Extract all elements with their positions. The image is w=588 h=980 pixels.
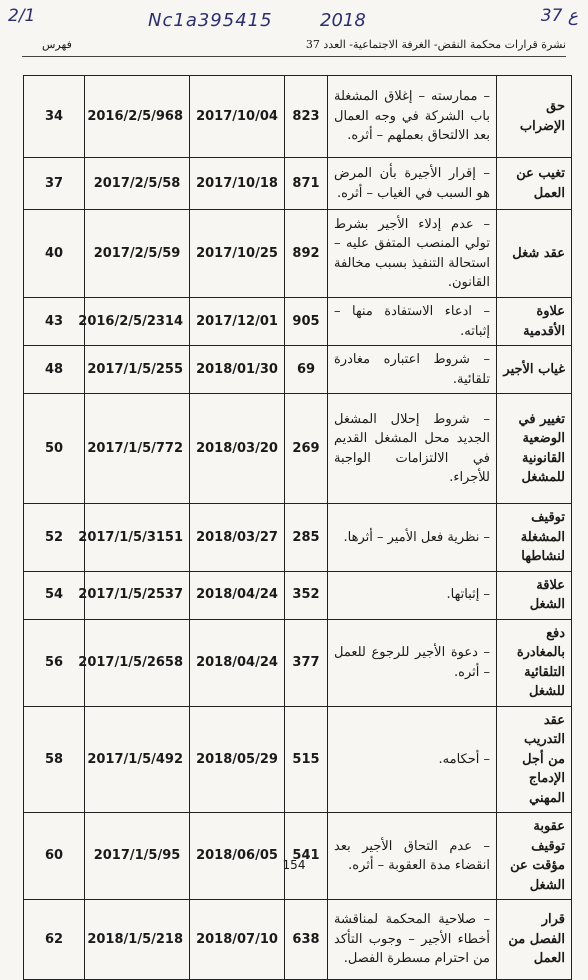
- row-principle: – ادعاء الاستفادة منها – إثباته.: [328, 298, 497, 346]
- row-decision-date: 2017/10/04: [190, 76, 285, 158]
- table-row: [24, 813, 572, 900]
- row-file-number: 2017/1/5/772: [85, 394, 190, 504]
- table-row: [24, 76, 572, 158]
- row-decision-number: 269: [285, 394, 328, 504]
- row-page: 54: [24, 571, 85, 619]
- bulletin-title: نشرة قرارات محكمة النقض- الغرفة الاجتماعية- العدد 37: [305, 38, 566, 51]
- row-topic: تغيب عن العمل: [497, 158, 572, 210]
- row-topic: دفع بالمغادرة التلقائية للشغل: [497, 619, 572, 706]
- row-page: 62: [24, 900, 85, 980]
- row-decision-number: 285: [285, 504, 328, 572]
- row-principle: – دعوة الأجير للرجوع للعمل – أثره.: [328, 619, 497, 706]
- table-row: [24, 571, 572, 619]
- row-principle: – ممارسته – إغلاق المشغلة باب الشركة في وجه العمال بعد الالتحاق بعملهم – أثره.: [328, 76, 497, 158]
- running-header: [22, 34, 566, 57]
- page-number: 154: [282, 858, 306, 872]
- row-file-number: 2017/2/5/58: [85, 158, 190, 210]
- row-principle: – عدم التحاق الأجير بعد انقضاء مدة العقوبة – أثره.: [328, 813, 497, 900]
- row-decision-date: 2018/01/30: [190, 346, 285, 394]
- row-page: 40: [24, 210, 85, 298]
- row-principle: – أحكامه.: [328, 706, 497, 813]
- row-principle: – إثباتها.: [328, 571, 497, 619]
- row-topic: تغيير في الوضعية القانونية للمشغل: [497, 394, 572, 504]
- row-file-number: 2017/2/5/59: [85, 210, 190, 298]
- row-decision-date: 2017/10/25: [190, 210, 285, 298]
- handwritten-year: 2018: [320, 10, 366, 31]
- row-topic: عقد التدريب من أجل الإدماج المهني: [497, 706, 572, 813]
- row-file-number: 2017/1/5/3151: [85, 504, 190, 572]
- row-decision-number: 823: [285, 76, 328, 158]
- row-page: 56: [24, 619, 85, 706]
- row-decision-number: 69: [285, 346, 328, 394]
- index-table-body: [24, 76, 572, 980]
- row-page: 48: [24, 346, 85, 394]
- table-row: [24, 706, 572, 813]
- row-topic: توقيف المشغلة لنشاطها: [497, 504, 572, 572]
- row-decision-date: 2018/03/20: [190, 394, 285, 504]
- row-page: 58: [24, 706, 85, 813]
- row-decision-number: 377: [285, 619, 328, 706]
- table-row: [24, 346, 572, 394]
- row-file-number: 2017/1/5/2537: [85, 571, 190, 619]
- row-topic: عقد شغل: [497, 210, 572, 298]
- row-page: 50: [24, 394, 85, 504]
- row-decision-date: 2018/04/24: [190, 571, 285, 619]
- row-topic: عقوبة توقيف مؤقت عن الشغل: [497, 813, 572, 900]
- row-page: 60: [24, 813, 85, 900]
- row-decision-number: 638: [285, 900, 328, 980]
- row-file-number: 2017/1/5/2658: [85, 619, 190, 706]
- row-decision-number: 541: [285, 813, 328, 900]
- row-page: 43: [24, 298, 85, 346]
- row-file-number: 2017/1/5/255: [85, 346, 190, 394]
- row-topic: غياب الأجير: [497, 346, 572, 394]
- row-page: 34: [24, 76, 85, 158]
- section-label: فهرس: [42, 38, 72, 51]
- row-file-number: 2017/1/5/492: [85, 706, 190, 813]
- table-row: [24, 619, 572, 706]
- row-page: 37: [24, 158, 85, 210]
- row-file-number: 2017/1/5/95: [85, 813, 190, 900]
- row-topic: علاقة الشغل: [497, 571, 572, 619]
- row-decision-date: 2017/10/18: [190, 158, 285, 210]
- table-row: [24, 394, 572, 504]
- row-decision-date: 2018/06/05: [190, 813, 285, 900]
- row-decision-number: 892: [285, 210, 328, 298]
- row-decision-number: 871: [285, 158, 328, 210]
- table-row: [24, 158, 572, 210]
- row-decision-date: 2017/12/01: [190, 298, 285, 346]
- row-topic: قرار الفصل من العمل: [497, 900, 572, 980]
- row-file-number: 2018/1/5/218: [85, 900, 190, 980]
- row-decision-number: 515: [285, 706, 328, 813]
- table-row: [24, 900, 572, 980]
- handwritten-note-right: 37 ع: [540, 6, 578, 26]
- row-file-number: 2016/2/5/968: [85, 76, 190, 158]
- row-principle: – إقرار الأجيرة بأن المرض هو السبب في الغياب – أثره.: [328, 158, 497, 210]
- row-principle: – شروط إحلال المشغل الجديد محل المشغل القديم في الالتزامات الواجبة للأجراء.: [328, 394, 497, 504]
- row-decision-date: 2018/07/10: [190, 900, 285, 980]
- row-decision-number: 905: [285, 298, 328, 346]
- row-page: 52: [24, 504, 85, 572]
- row-principle: – عدم إدلاء الأجير بشرط تولي المنصب المتفق عليه – استحالة التنفيذ بسبب مخالفة القانون.: [328, 210, 497, 298]
- index-table: [23, 75, 572, 980]
- row-decision-date: 2018/04/24: [190, 619, 285, 706]
- table-row: [24, 210, 572, 298]
- handwritten-note-left: 2/1: [8, 6, 36, 26]
- row-file-number: 2016/2/5/2314: [85, 298, 190, 346]
- row-principle: – صلاحية المحكمة لمناقشة أخطاء الأجير – وجوب التأكد من احترام مسطرة الفصل.: [328, 900, 497, 980]
- row-topic: علاوة الأقدمية: [497, 298, 572, 346]
- row-principle: – شروط اعتباره مغادرة تلقائية.: [328, 346, 497, 394]
- row-decision-date: 2018/03/27: [190, 504, 285, 572]
- row-decision-date: 2018/05/29: [190, 706, 285, 813]
- table-row: [24, 504, 572, 572]
- handwritten-code: Nc1a395415: [148, 10, 273, 31]
- table-row: [24, 298, 572, 346]
- row-principle: – نظرية فعل الأمير – أثرها.: [328, 504, 497, 572]
- row-decision-number: 352: [285, 571, 328, 619]
- row-topic: حق الإضراب: [497, 76, 572, 158]
